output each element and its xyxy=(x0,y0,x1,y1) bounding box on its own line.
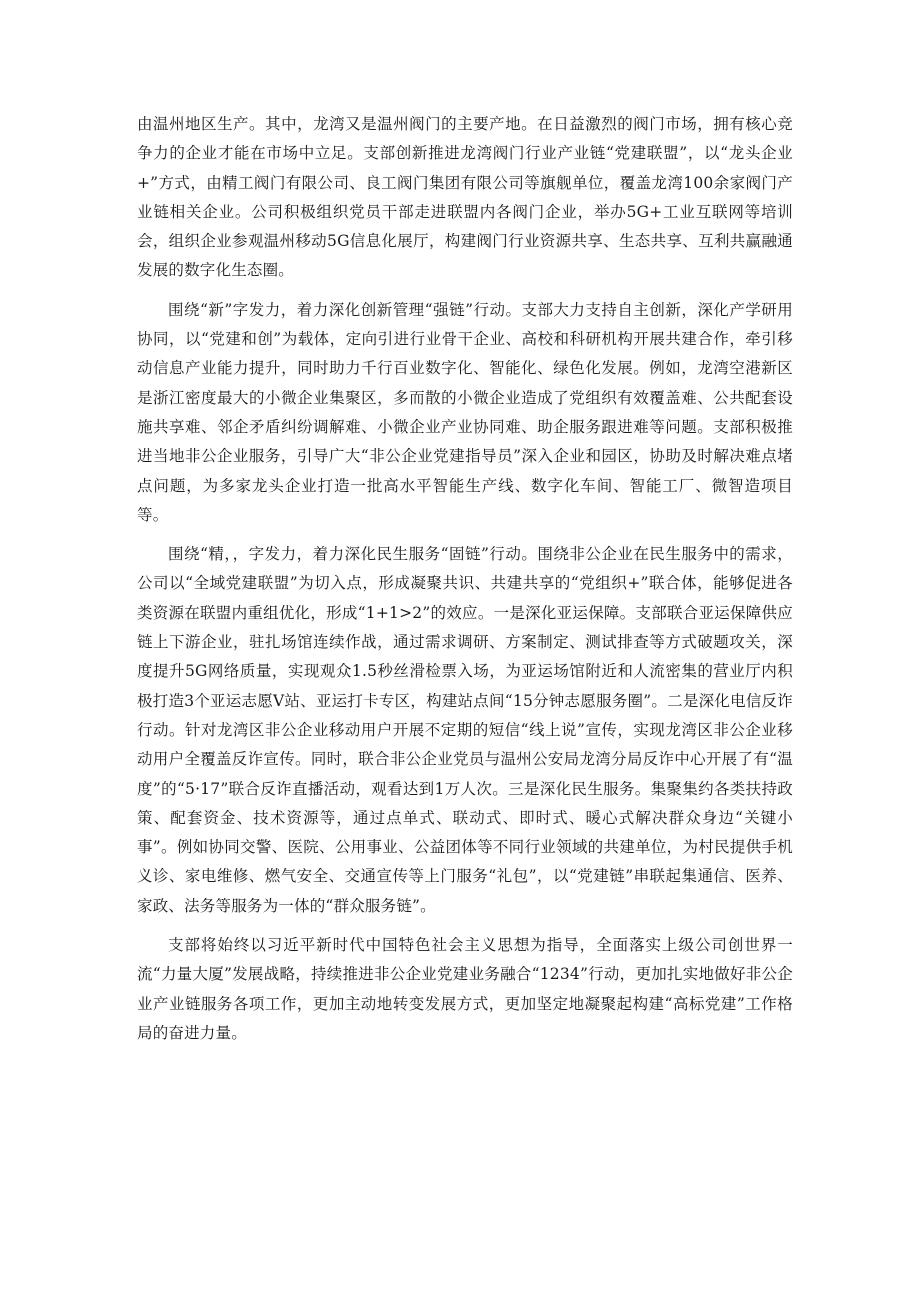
document-body xyxy=(137,110,793,1058)
paragraph-conclusion: 支部将始终以习近平新时代中国特色社会主义思想为指导，全面落实上级公司创世界一流“力量大厦”发展战略，持续推进非公企业党建业务融合“1234”行动，更加扎实地做好非公企业产业链服务各项工作，更加主动地转变发展方式，更加坚定地凝聚起构建“高标党建”工作格局的奋进力量。 xyxy=(137,936,793,1042)
paragraph-livelihood-chain: 围绕“精，，字发力，着力深化民生服务“固链”行动。围绕非公企业在民生服务中的需求，公司以“全域党建联盟”为切入点，形成凝聚共识、共建共享的“党组织+”联合体，能够促进各类资源在联盟内重组优化，形成“1+1>2”的效应。一是深化亚运保障。支部联合亚运保障供应链上下游企业，驻扎场馆连续作战，通过需求调研、方案制定、测试排查等方式破题攻关，深度提升5G网络质量，实现观众1.5秒丝滑检票入场，为亚运场馆附近和人流密集的营业厅内积极打造3个亚运志愿V站、亚运打卡专区，构建站点间“15分钟志愿服务圈”。二是深化电信反诈行动。针对龙湾区非公企业移动用户开展不定期的短信“线上说”宣传，实现龙湾区非公企业移动用户全覆盖反诈宣传。同时，联合非公企业党员与温州公安局龙湾分局反诈中心开展了有“温度”的“5·17”联合反诈直播活动，观看达到1万人次。三是深化民生服务。集聚集约各类扶持政策、配套资金、技术资源等，通过点单式、联动式、即时式、暖心式解决群众身边“关键小事”。例如协同交警、医院、公用事业、公益团体等不同行业领域的共建单位，为村民提供手机义诊、家电维修、燃气安全、交通宣传等上门服务“礼包”，以“党建链”串联起集通信、医养、家政、法务等服务为一体的“群众服务链”。 xyxy=(137,545,793,915)
paragraph-innovation-chain: 围绕“新”字发力，着力深化创新管理“强链”行动。支部大力支持自主创新，深化产学研用协同，以“党建和创”为载体，定向引进行业骨干企业、高校和科研机构开展共建合作，牵引移动信息产业能力提升，同时助力千行百业数字化、智能化、绿色化发展。例如，龙湾空港新区是浙江密度最大的小微企业集聚区，多而散的小微企业造成了党组织有效覆盖难、公共配套设施共享难、邻企矛盾纠纷调解难、小微企业产业协同难、助企服务跟进难等问题。支部积极推进当地非公企业服务，引导广大“非公企业党建指导员”深入企业和园区，协助及时解决难点堵点问题，为多家龙头企业打造一批高水平智能生产线、数字化车间、智能工厂、微智造项目等。 xyxy=(137,300,793,524)
paragraph-valve-alliance: 由温州地区生产。其中，龙湾又是温州阀门的主要产地。在日益激烈的阀门市场，拥有核心竞争力的企业才能在市场中立足。支部创新推进龙湾阀门行业产业链“党建联盟”，以“龙头企业+”方式，由精工阀门有限公司、良工阀门集团有限公司等旗舰单位，覆盖龙湾100余家阀门产业链相关企业。公司积极组织党员干部走进联盟内各阀门企业，举办5G+工业互联网等培训会，组织企业参观温州移动5G信息化展厅，构建阀门行业资源共享、生态共享、互利共赢融通发展的数字化生态圈。 xyxy=(137,115,793,280)
